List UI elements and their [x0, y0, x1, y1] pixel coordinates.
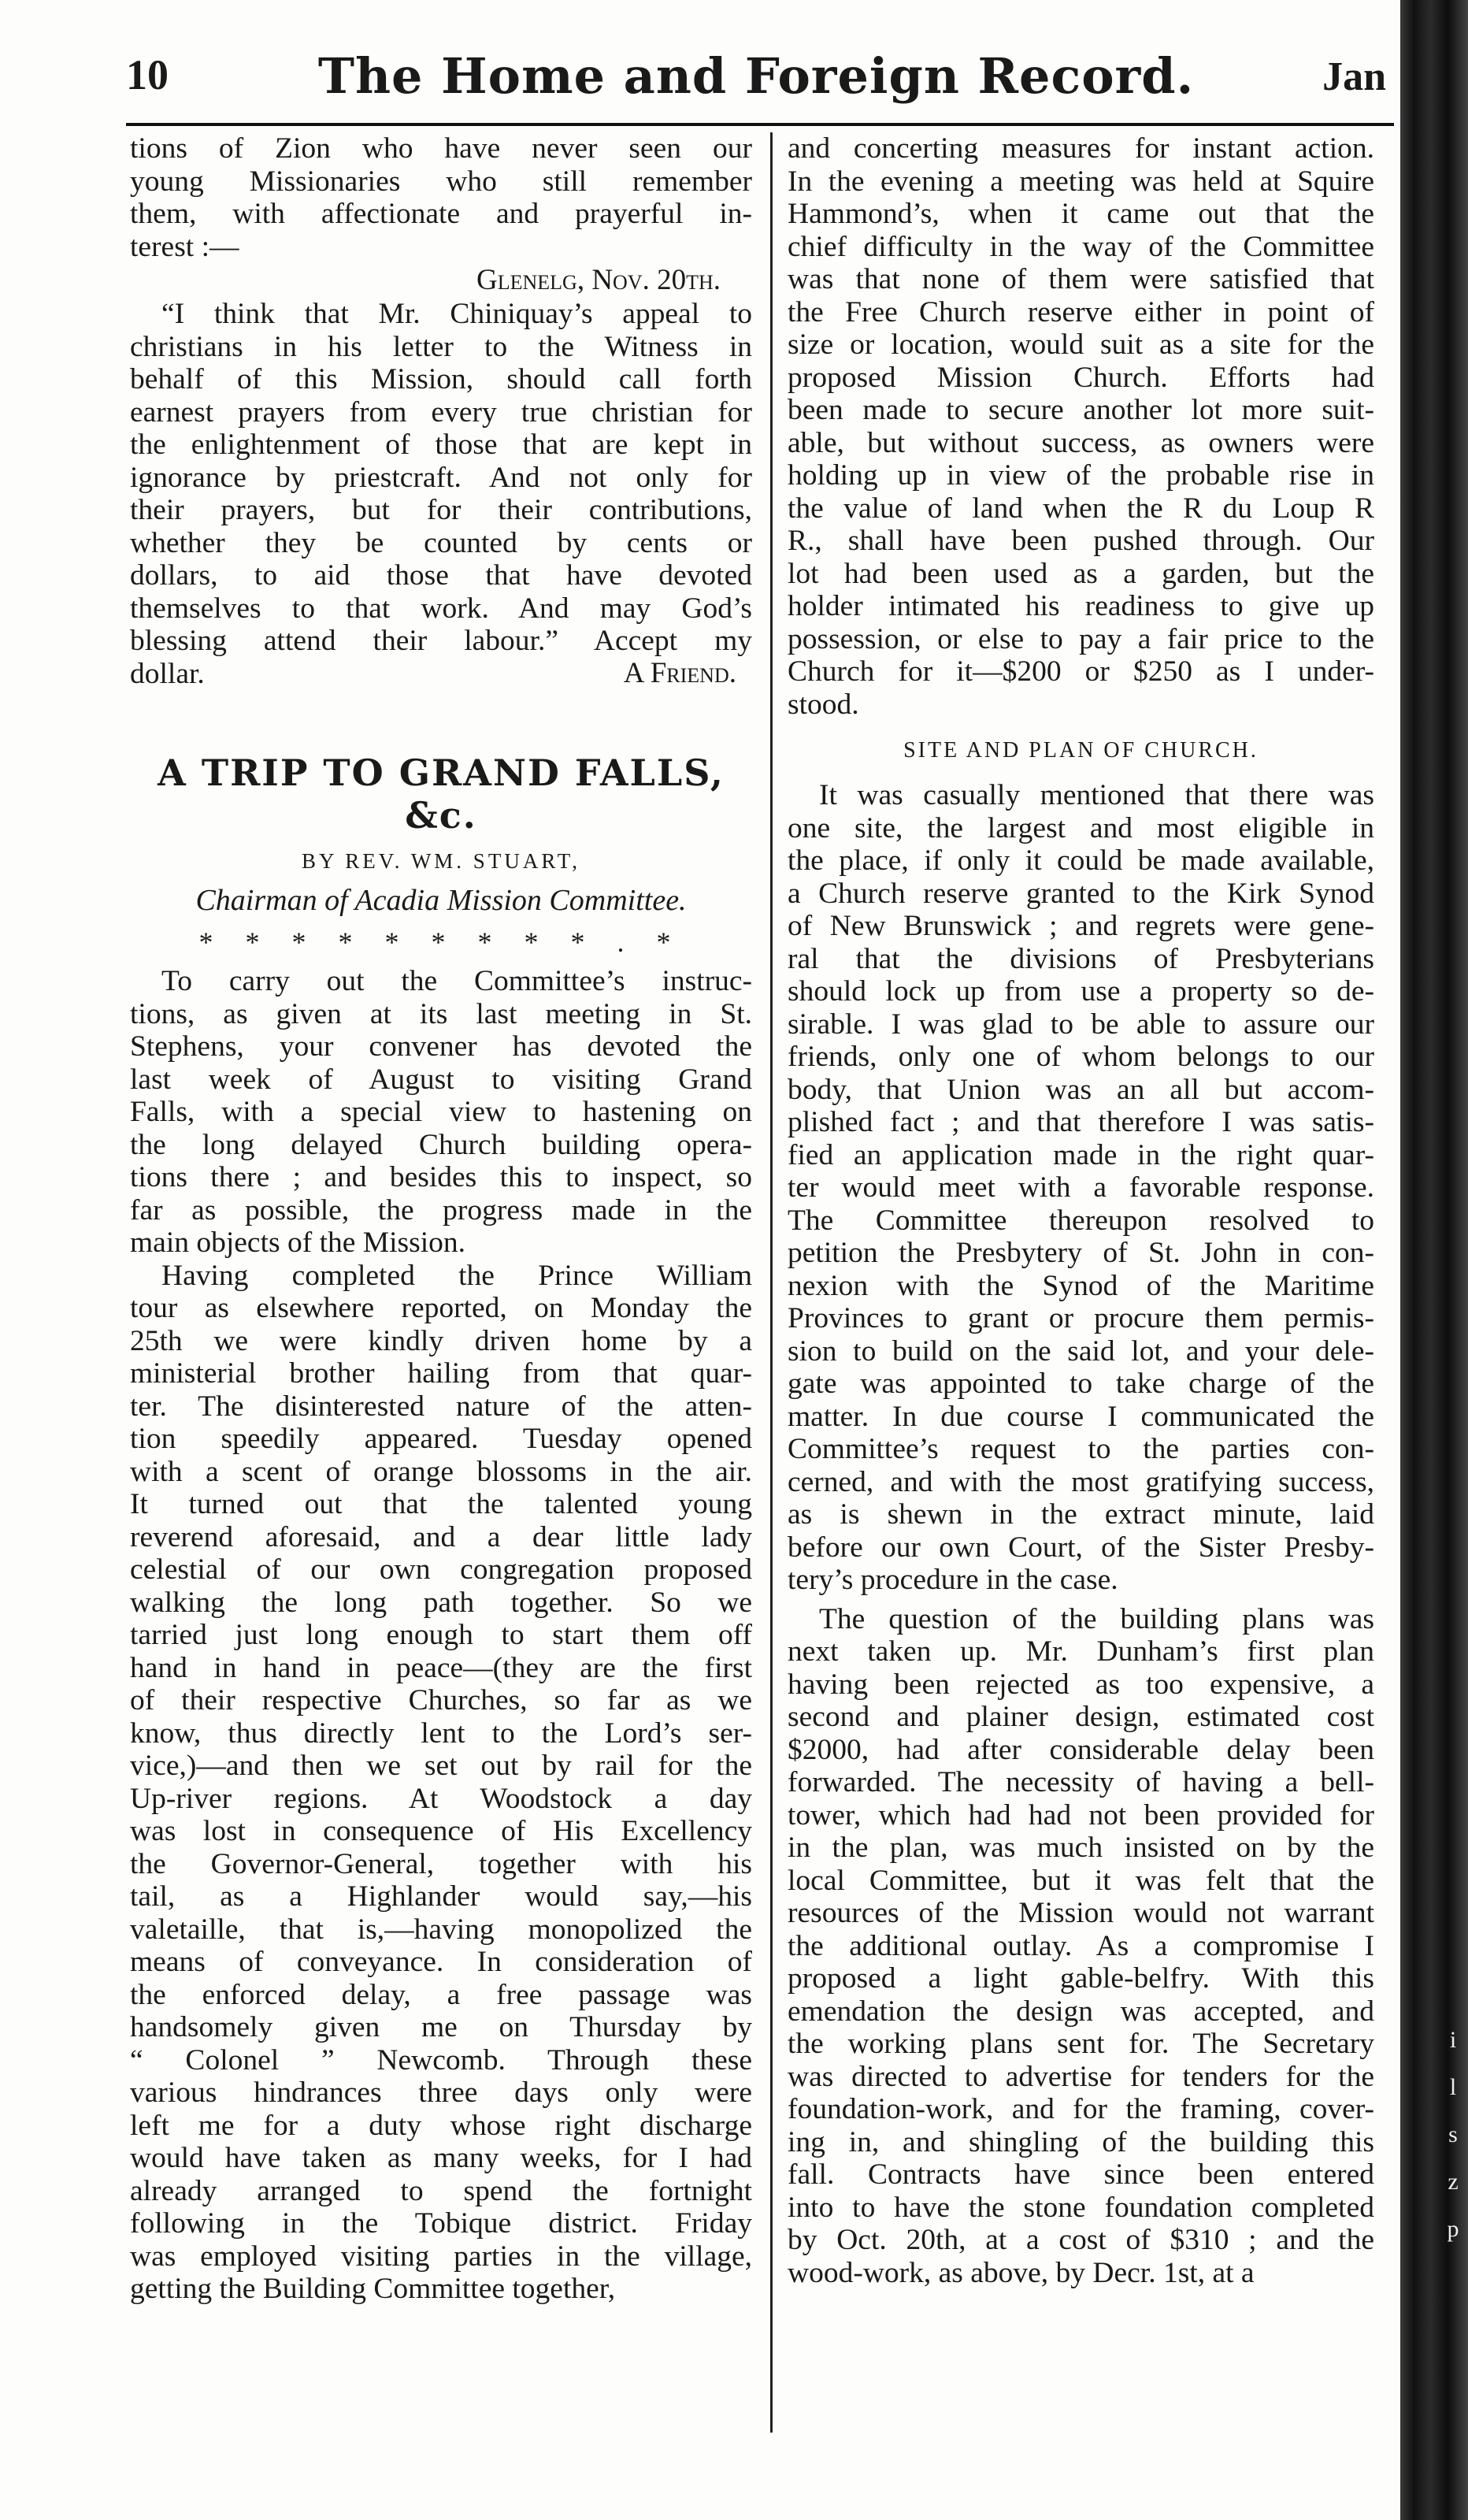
article-byline: BY REV. WM. STUART, — [302, 849, 580, 873]
text-line: cerned, and with the most gratifying success, — [788, 1465, 1374, 1498]
text-line: vice,)—and then we set out by rail for the — [130, 1750, 752, 1782]
text-line: the enforced delay, a free passage was — [130, 1978, 752, 2011]
text-line: wood-work, as above, by Decr. 1st, at a — [788, 2256, 1255, 2289]
margin-marks: i l s z p — [1447, 2027, 1459, 2242]
text-line: tail, as a Highlander would say,—his — [130, 1880, 752, 1913]
text-line: able, but without success, as owners were — [788, 426, 1374, 459]
left-column — [130, 132, 752, 2306]
text-line: walking the long path together. So we — [130, 1586, 752, 1619]
letter-continuation — [130, 132, 752, 263]
section-subheading: SITE AND PLAN OF CHURCH. — [903, 738, 1259, 763]
text-line: and concerting measures for instant action. — [788, 132, 1374, 165]
text-line: various hindrances three days only were — [130, 2076, 752, 2109]
text-line: getting the Building Committee together, — [130, 2273, 616, 2305]
text-line: next taken up. Mr. Dunham’s first plan — [788, 1635, 1374, 1668]
text-line: “I think that Mr. Chiniquay’s appeal to — [161, 298, 752, 330]
text-line: means of conveyance. In consideration of — [130, 1946, 752, 1978]
page-number: 10 — [126, 51, 169, 98]
text-line: Having completed the Prince William — [161, 1259, 752, 1292]
text-line: ignorance by priestcraft. And not only for — [130, 461, 752, 494]
text-line: Church for it—$200 or $250 as I under- — [788, 655, 1374, 688]
journal-title: The Home and Foreign Record. — [317, 47, 1195, 105]
text-line: terest :— — [130, 230, 239, 263]
text-line: should lock up from use a property so de- — [788, 975, 1374, 1008]
text-line: already arranged to spend the fortnight — [130, 2174, 752, 2207]
text-line: “ Colonel ” Newcomb. Through these — [130, 2043, 752, 2076]
text-line: nexion with the Synod of the Maritime — [788, 1269, 1374, 1302]
running-month: Jan — [1322, 54, 1386, 99]
text-line: petition the Presbytery of St. John in con- — [788, 1237, 1374, 1269]
text-line: Hammond’s, when it came out that the — [788, 198, 1374, 230]
text-line: young Missionaries who still remember — [130, 165, 752, 198]
text-line: gate was appointed to take charge of the — [788, 1368, 1374, 1400]
text-line: tions there ; and besides this to inspect, so — [130, 1161, 752, 1193]
text-line: lot had been used as a garden, but the — [788, 557, 1374, 590]
text-line: the working plans sent for. The Secretary — [788, 2028, 1374, 2060]
text-line: as is shewn in the extract minute, laid — [788, 1498, 1374, 1531]
text-line: Provinces to grant or procure them permis- — [788, 1302, 1374, 1334]
text-line: ral that the divisions of Presbyterians — [788, 942, 1374, 975]
text-line: main objects of the Mission. — [130, 1227, 465, 1259]
text-line: the value of land when the R du Loup R — [788, 492, 1374, 525]
text-line: 25th we were kindly driven home by a — [130, 1324, 752, 1357]
text-line: the place, if only it could be made available, — [788, 844, 1374, 877]
text-line: the additional outlay. As a compromise I — [788, 1929, 1374, 1962]
text-line: having been rejected as too expensive, a — [788, 1668, 1374, 1701]
text-line: themselves to that work. And may God’s — [130, 592, 752, 625]
text-line: foundation-work, and for the framing, cover- — [788, 2093, 1374, 2125]
text-line: local Committee, but it was felt that the — [788, 1864, 1374, 1897]
page-header — [126, 47, 1386, 113]
text-line: handsomely given me on Thursday by — [130, 2011, 752, 2043]
text-line: stood. — [788, 688, 859, 721]
text-line: would have taken as many weeks, for I had — [130, 2142, 752, 2174]
text-line: the enlightenment of those that are kept in — [130, 429, 752, 461]
text-line: To carry out the Committee’s instruc- — [161, 965, 752, 997]
text-line: them, with affectionate and prayerful in- — [130, 198, 752, 230]
text-line: last week of August to visiting Grand — [130, 1063, 752, 1096]
text-line: a Church reserve granted to the Kirk Synod — [788, 877, 1374, 910]
header-rule — [126, 123, 1394, 126]
text-line: R., shall have been pushed through. Our — [788, 525, 1374, 557]
text-line: with a scent of orange blossoms in the air. — [130, 1455, 752, 1488]
text-line: size or location, would suit as a site for the — [788, 328, 1374, 361]
text-line: the Free Church reserve either in point of — [788, 295, 1374, 328]
text-line: tions, as given at its last meeting in St. — [130, 997, 752, 1030]
text-line: ministerial brother hailing from that quar- — [130, 1357, 752, 1390]
text-line: reverend aforesaid, and a dear little lady — [130, 1520, 752, 1553]
text-line: fall. Contracts have since been entered — [788, 2158, 1374, 2191]
text-line: holding up in view of the probable rise in — [788, 459, 1374, 492]
text-line: was employed visiting parties in the village, — [130, 2240, 752, 2273]
text-line: forwarded. The necessity of having a bell- — [788, 1766, 1374, 1798]
text-line: tour as elsewhere reported, on Monday the — [130, 1292, 752, 1324]
text-line: dollars, to aid those that have devoted — [130, 559, 752, 592]
article-paragraph — [130, 1260, 752, 2306]
text-line: ing in, and shingling of the building this — [788, 2125, 1374, 2158]
text-line: It turned out that the talented young — [130, 1488, 752, 1520]
article-paragraph — [788, 132, 1374, 721]
text-line: matter. In due course I communicated the — [788, 1400, 1374, 1433]
text-line: following in the Tobique district. Friday — [130, 2207, 752, 2240]
text-line: into to have the stone foundation completed — [788, 2191, 1374, 2224]
text-line: The question of the building plans was — [819, 1602, 1374, 1635]
text-line: ter. The disinterested nature of the atten- — [130, 1390, 752, 1423]
text-line: fied an application made in the right quar- — [788, 1138, 1374, 1171]
text-line: been made to secure another lot more suit- — [788, 394, 1374, 426]
signature: A Friend. — [623, 657, 736, 689]
text-line: body, that Union was an all but accom- — [788, 1073, 1374, 1106]
text-line: was lost in consequence of His Excellency — [130, 1815, 752, 1847]
text-line: $2000, had after considerable delay been — [788, 1733, 1374, 1766]
author-role: Chairman of Acadia Mission Committee. — [195, 884, 687, 917]
text-line: behalf of this Mission, should call forth — [130, 363, 752, 395]
text-line: by Oct. 20th, at a cost of $310 ; and the — [788, 2224, 1374, 2256]
text-line: earnest prayers from every true christian for — [130, 395, 752, 429]
text-line: the long delayed Church building opera- — [130, 1128, 752, 1161]
text-line: In the evening a meeting was held at Squire — [788, 165, 1374, 198]
text-line: proposed a light gable-belfry. With this — [788, 1962, 1374, 1995]
text-line: second and plainer design, estimated cost — [788, 1701, 1374, 1733]
text-line: tions of Zion who have never seen our — [130, 132, 752, 165]
text-line: left me for a duty whose right discharge — [130, 2109, 752, 2142]
text-line: It was casually mentioned that there was — [819, 779, 1374, 811]
text-line: possession, or else to pay a fair price to the — [788, 622, 1374, 655]
text-line: was that none of them were satisfied that — [788, 263, 1374, 295]
text-line: chief difficulty in the way of the Committee — [788, 230, 1374, 263]
text-line: the Governor-General, together with his — [130, 1847, 752, 1880]
text-line: holder intimated his readiness to give up — [788, 590, 1374, 622]
text-line: valetaille, that is,—having monopolized the — [130, 1913, 752, 1946]
text-line: christians in his letter to the Witness in — [130, 330, 752, 363]
text-line: sion to build on the said lot, and your dele- — [788, 1334, 1374, 1368]
text-line: in the plan, was much insisted on by the — [788, 1832, 1374, 1864]
text-line: Committee’s request to the parties con- — [788, 1433, 1374, 1465]
text-line: tery’s procedure in the case. — [788, 1564, 1118, 1596]
text-line: Falls, with a special view to hastening on — [130, 1096, 752, 1128]
letter-quote — [130, 298, 752, 690]
article-title: A TRIP TO GRAND FALLS, &c. — [158, 752, 725, 837]
text-line: tower, which had had not been provided for — [788, 1798, 1374, 1832]
text-line: friends, only one of whom belongs to our — [788, 1041, 1374, 1073]
article-paragraph — [788, 779, 1374, 1597]
text-line: of their respective Churches, so far as we — [130, 1684, 752, 1716]
text-line: ter would meet with a favorable response. — [788, 1171, 1374, 1204]
text-line: plished fact ; and that therefore I was satis- — [788, 1106, 1374, 1138]
text-line: blessing attend their labour.” Accept my — [130, 625, 752, 657]
text-line: proposed Mission Church. Efforts had — [788, 361, 1374, 394]
column-divider — [770, 132, 773, 2433]
text-line: Stephens, your convener has devoted the — [130, 1030, 752, 1063]
text-line: tion speedily appeared. Tuesday opened — [130, 1423, 752, 1455]
article-paragraph — [130, 965, 752, 1260]
asterisk-divider: * * * * * * * * * . * — [198, 926, 684, 958]
text-line: whether they be counted by cents or — [130, 526, 752, 559]
article-paragraph — [788, 1603, 1374, 2290]
text-line: sirable. I was glad to be able to assure our — [788, 1008, 1374, 1041]
place-date: Glenelg, Nov. 20th. — [476, 264, 721, 296]
text-line: resources of the Mission would not warrant — [788, 1897, 1374, 1929]
text-line: one site, the largest and most eligible in — [788, 811, 1374, 844]
text-line: hand in hand in peace—(they are the first — [130, 1651, 752, 1684]
text-line: dollar. — [130, 657, 205, 690]
text-line: emendation the design was accepted, and — [788, 1995, 1374, 2028]
text-line: celestial of our own congregation proposed — [130, 1553, 752, 1586]
text-line: far as possible, the progress made in the — [130, 1193, 752, 1227]
text-line: their prayers, but for their contributions, — [130, 494, 752, 526]
text-line: of New Brunswick ; and regrets were gene- — [788, 910, 1374, 942]
text-line: The Committee thereupon resolved to — [788, 1204, 1374, 1237]
text-line: Up-river regions. At Woodstock a day — [130, 1782, 752, 1815]
text-line: know, thus directly lent to the Lord’s ser- — [130, 1716, 752, 1750]
text-line: before our own Court, of the Sister Presby- — [788, 1531, 1374, 1564]
text-line: was directed to advertise for tenders for the — [788, 2060, 1374, 2093]
text-line: tarried just long enough to start them off — [130, 1619, 752, 1651]
right-column — [788, 132, 1374, 2289]
